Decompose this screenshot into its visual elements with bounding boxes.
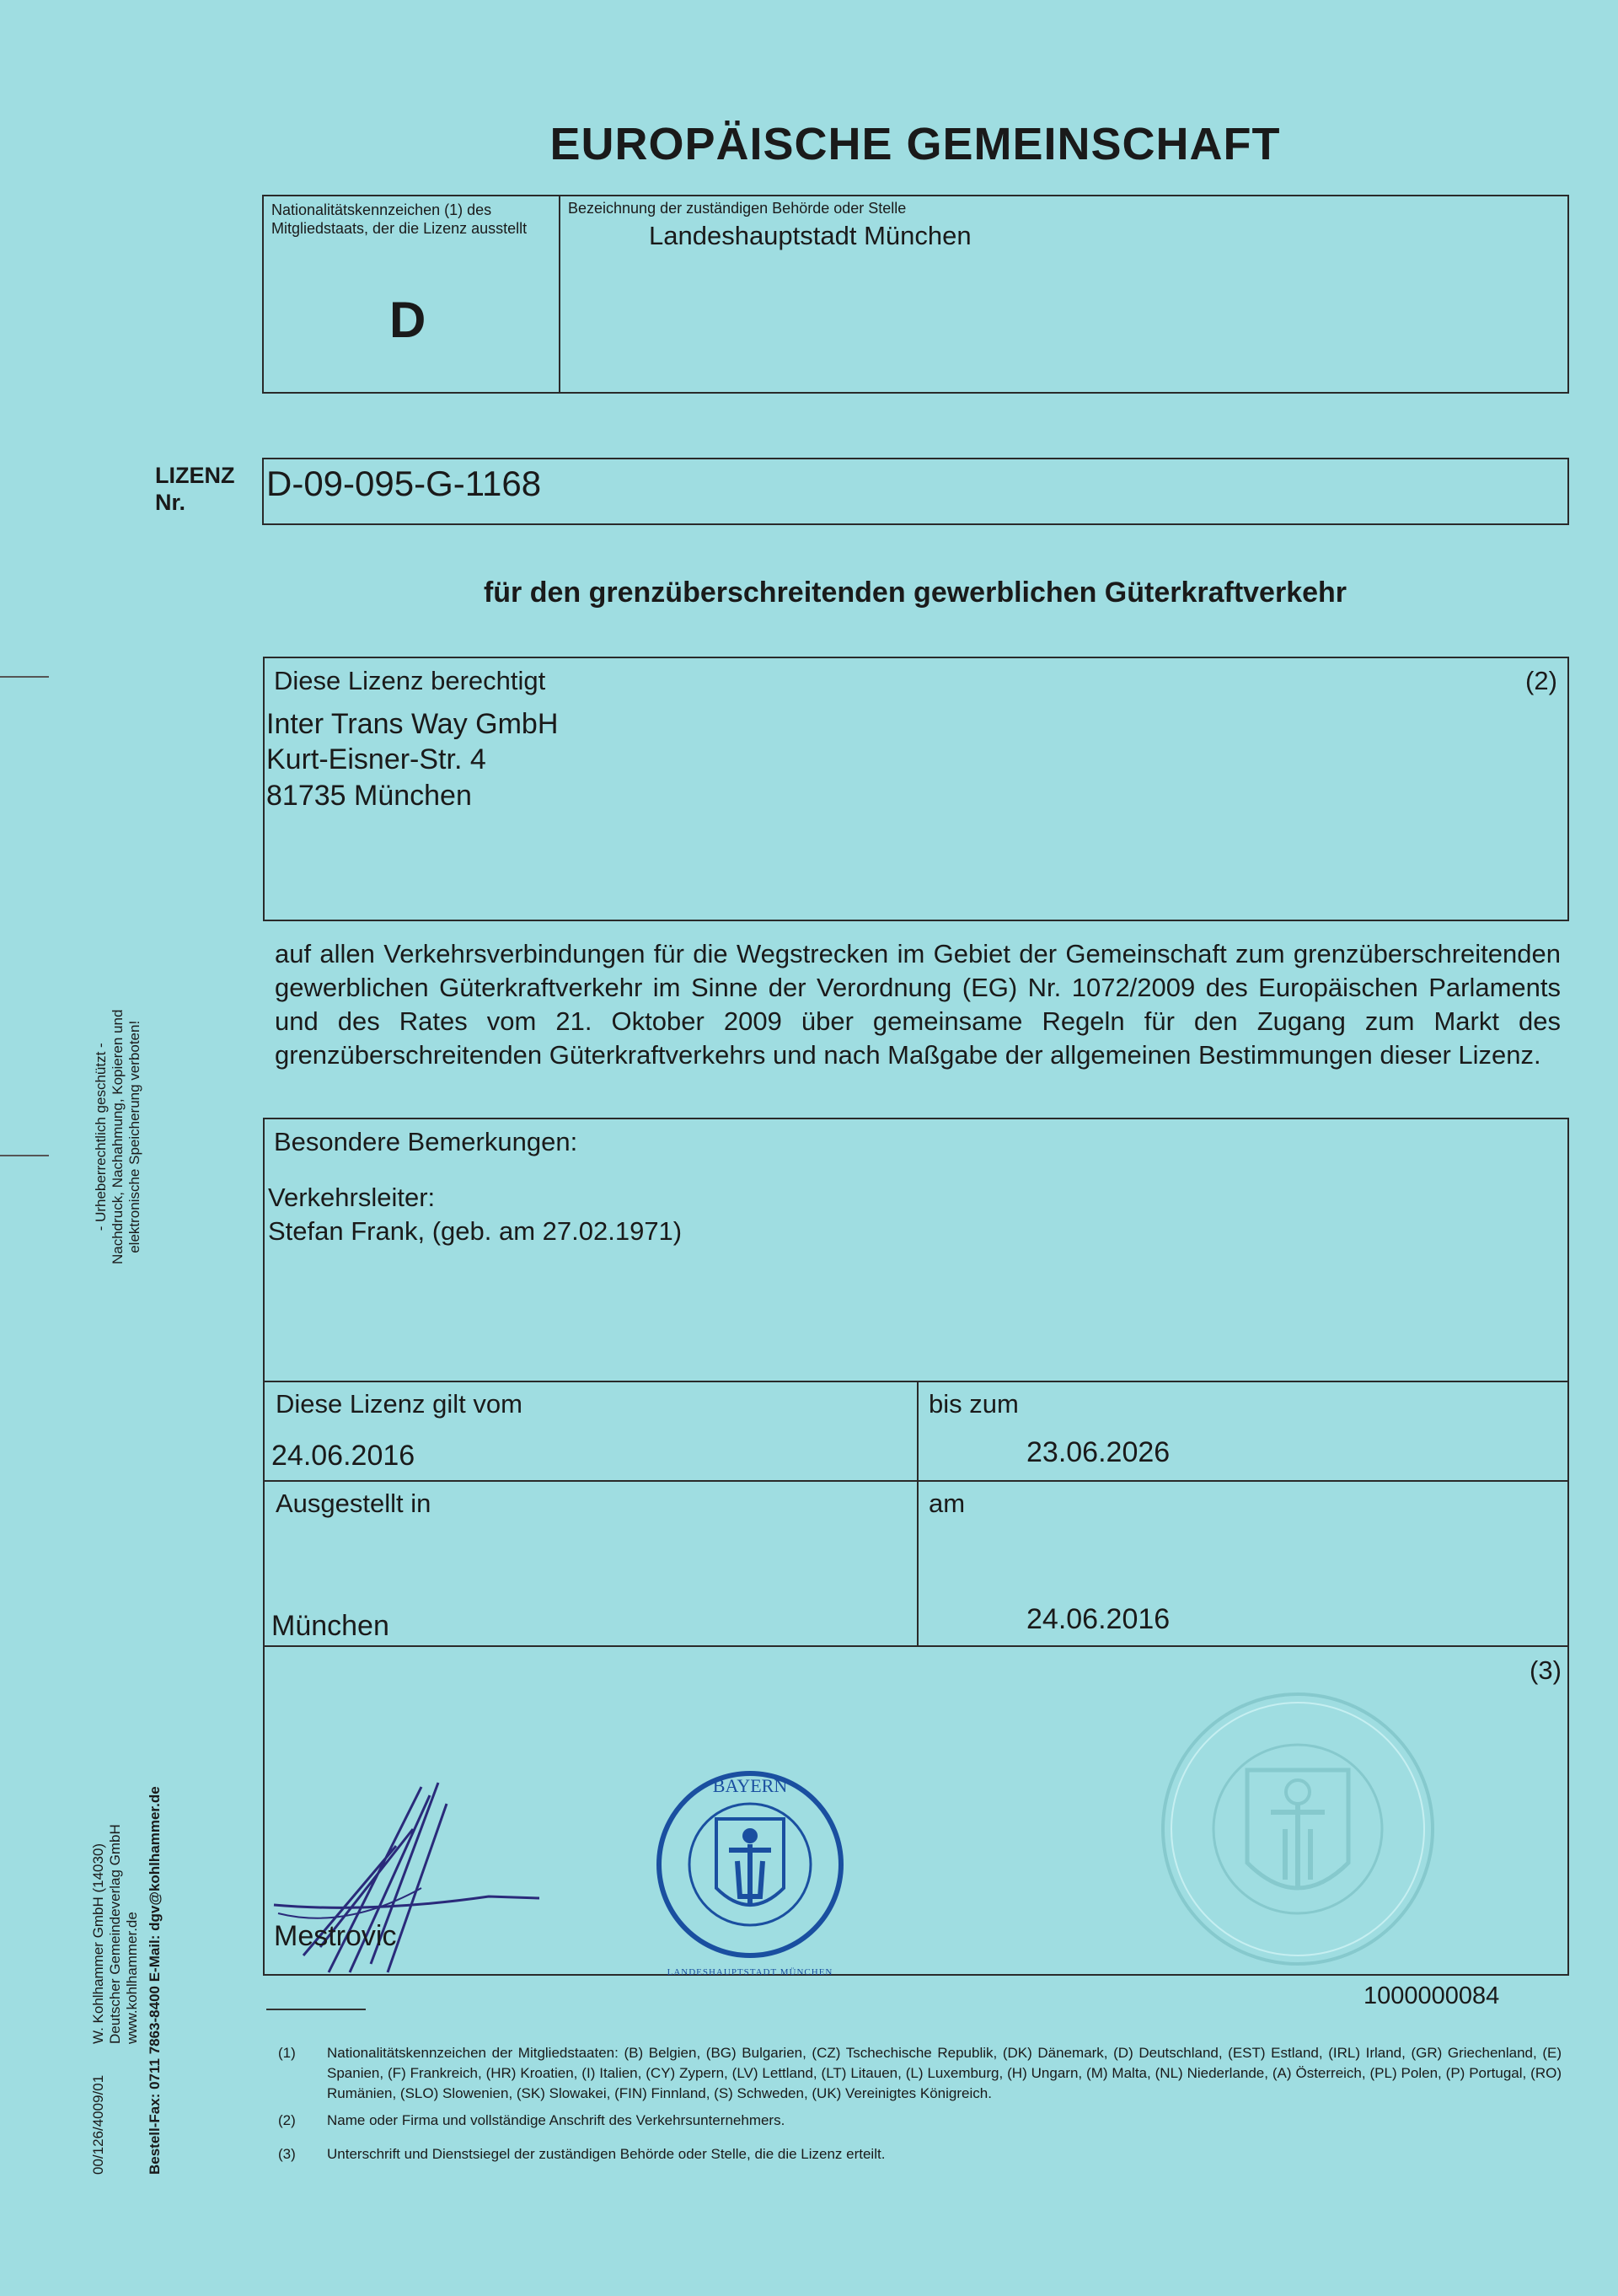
license-number: D-09-095-G-1168 (266, 464, 542, 503)
authority-label: Bezeichnung der zuständigen Behörde oder Stelle (568, 200, 907, 217)
publisher-code: 00/126/4009/01 (90, 2074, 106, 2175)
validity-bottom-line (263, 1645, 1569, 1647)
issued-on-value: 24.06.2016 (1026, 1603, 1171, 1635)
remarks-line2: Stefan Frank, (geb. am 27.02.1971) (268, 1216, 683, 1246)
fold-mark-top (0, 676, 49, 678)
holder-label: Diese Lizenz berechtigt (274, 666, 546, 695)
issued-in-label: Ausgestellt in (276, 1489, 431, 1518)
nationality-value: D (389, 292, 426, 348)
header-divider (559, 195, 560, 394)
valid-to-label: bis zum (929, 1389, 1019, 1419)
footnote-3-text: Unterschrift und Dienstsiegel der zuständigen Behörde oder Stelle, die die Lizenz erteilt. (327, 2146, 886, 2162)
serial-number: 1000000084 (1364, 1982, 1500, 2009)
holder-name: Inter Trans Way GmbH (266, 708, 559, 740)
issued-on-label: am (929, 1489, 966, 1518)
valid-to-value: 23.06.2026 (1026, 1436, 1171, 1468)
remarks-label: Besondere Bemerkungen: (274, 1127, 578, 1156)
signature-note-ref: (3) (1530, 1655, 1562, 1685)
holder-city: 81735 München (266, 780, 472, 812)
license-label-line2: Nr. (155, 490, 186, 515)
footnote-3-num: (3) (278, 2146, 296, 2162)
publisher-imprint (90, 1824, 141, 2044)
validity-top-line (263, 1381, 1569, 1382)
document-title: EUROPÄISCHE GEMEINSCHAFT (549, 119, 1281, 169)
valid-from-value: 24.06.2016 (271, 1440, 415, 1472)
validity-mid-line (263, 1480, 1569, 1482)
nationality-label: Nationalitätskennzeichen (1) des Mitgliedstaats, der die Lizenz ausstellt (271, 201, 528, 237)
valid-from-label: Diese Lizenz gilt vom (276, 1389, 522, 1419)
authority-value: Landeshauptstadt München (649, 221, 972, 250)
license-subtitle: für den grenzüberschreitenden gewerblichen Güterkraftverkehr (483, 577, 1347, 609)
official-seal (649, 1762, 851, 1972)
publisher-order-line: Bestell-Fax: 0711 7863-8400 E-Mail: dgv@kohlhammer.de (147, 1786, 163, 2175)
publisher-line-3: Deutscher Gemeindeverlag GmbH (107, 1824, 123, 2044)
license-label (155, 462, 235, 516)
signer-name: Mestrovic (274, 1920, 397, 1952)
signature-underline (266, 2009, 366, 2010)
copyright-line-1: - Urheberrechtlich geschützt - (93, 1043, 109, 1231)
copyright-notice (93, 1010, 143, 1264)
publisher-line-4: www.kohlhammer.de (124, 1912, 140, 2044)
seal-ring-text: LANDESHAUPTSTADT MÜNCHEN (667, 1967, 833, 1977)
copyright-line-3: elektronische Speicherung verboten! (126, 1020, 142, 1253)
holder-street: Kurt-Eisner-Str. 4 (266, 743, 486, 775)
footnote-1-num: (1) (278, 2045, 296, 2061)
license-scope-text: auf allen Verkehrsverbindungen für die Wegstrecken im Gebiet der Gemeinschaft zum grenzüberschreitenden gewerblichen Güterkraftverkehr im Sinne der Verordnung (EG) Nr. 1072/2009 des Europäischen Parlaments und des Rates vom 21. Oktober 2009 über gemeinsame Regeln für den Zugang zum Markt des grenzüberschreitenden Güterkraftverkehrs und nach Maßgabe der allgemeinen Bestimmungen dieser Lizenz. (275, 939, 1561, 1070)
footnote-1-text: Nationalitätskennzeichen der Mitgliedstaaten: (B) Belgien, (BG) Bulgarien, (CZ) Tschechische Republik, (DK) Dänemark, (D) Deutschland, (EST) Estland, (IRL) Irland, (GR) Griechenland, (E) Spanien, (F) Frankreich, (HR) Kroatien, (I) Italien, (CY) Zypern, (LV) Lettland, (LT) Litauen, (L) Luxemburg, (H) Ungarn, (M) Malta, (NL) Niederlande, (A) Österreich, (PL) Polen, (P) Portugal, (RO) Rumänien, (SLO) Slowenien, (SK) Slowakei, (FIN) Finnland, (S) Schweden, (UK) Vereinigtes Königreich. (327, 2045, 1562, 2101)
embossed-seal (1155, 1686, 1441, 1972)
issued-in-value: München (271, 1610, 389, 1642)
footnote-2-num: (2) (278, 2112, 296, 2128)
remarks-line1: Verkehrsleiter: (268, 1183, 436, 1212)
seal-top-text: BAYERN (712, 1775, 788, 1796)
validity-column-divider (917, 1381, 919, 1647)
publisher-line-2: W. Kohlhammer GmbH (14030) (90, 1843, 106, 2044)
footnote-2-text: Name oder Firma und vollständige Anschrift des Verkehrsunternehmers. (327, 2112, 785, 2128)
license-label-line1: LIZENZ (155, 463, 235, 488)
holder-note-ref: (2) (1525, 666, 1557, 695)
copyright-line-2: Nachdruck, Nachahmung, Kopieren und (110, 1009, 126, 1264)
fold-mark-bottom (0, 1155, 49, 1156)
